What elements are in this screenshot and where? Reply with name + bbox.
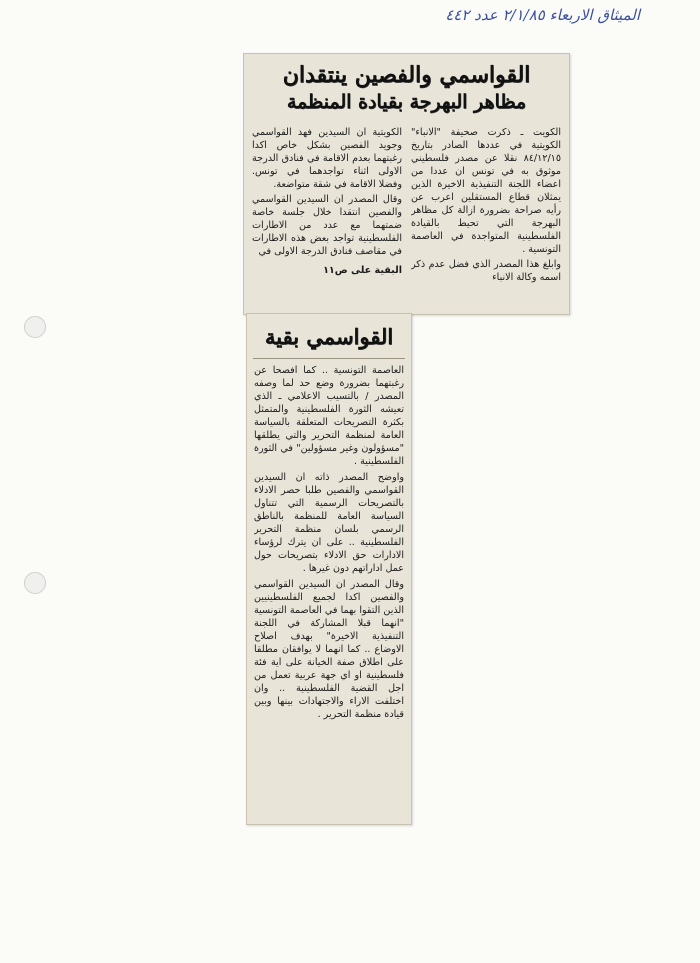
headline-main: القواسمي والفصين ينتقدان — [282, 62, 531, 88]
paragraph: واوضح المصدر ذاته ان السيدين القواسمي والفصين طلبا حصر الادلاء بالتصريحات الرسمية التي تتناول السياسة العامة للمنظمة بالناطق الرسمي بلسان منظمة التحرير الفلسطينية .. على ان يترك لرؤساء الادارات حق الادلاء بتصريحات حول عمل اداراتهم دون غيرها . — [254, 472, 404, 574]
continuation-headline: القواسمي بقية — [253, 324, 405, 359]
paragraph: الكويتية ان السيدين فهد القواسمي وجويد الفصين بشكل خاص اكدا رغبتهما بعدم الاقامة في فنادق الدرجة الاولى اثناء تواجدهما في تونس. وفضلا الاقامة في شقة متواضعة. — [252, 127, 402, 190]
newspaper-clipping-main — [243, 53, 570, 315]
paragraph: وقال المصدر ان السيدين القواسمي والفصين اكدا لجميع الفلسطينيين الذين التقوا بهما في العاصمة التونسية "انهما قبلا المشاركة في اللجنة التنفيذية الاخيرة" بهدف اصلاح الاوضاع .. كما انهما لا يوافقان مطلقا على اطلاق صفة الخيانة على اية فئة فلسطينية او اي جهة عربية تعمل من اجل القضية الفلسطينية .. وان اختلفت الاراء والاجتهادات بينها وبين قيادة منظمة التحرير . — [254, 579, 404, 720]
newspaper-clipping-continuation — [246, 313, 412, 825]
article-column-right — [411, 126, 561, 306]
punch-hole — [24, 316, 46, 338]
article-column-left — [252, 126, 402, 306]
paragraph: العاصمة التونسية .. كما افصحا عن رغبتهما بضرورة وضع حد لما وصفه المصدر / بالتسيب الاعلامي ـ الذي تعيشه الثورة الفلسطينية والمتمثل بكثرة التصريحات المتعلقة بالسياسة العامة لمنظمة التحرير والتي يطلقها "مسؤولون وغير مسؤولين" في الثورة الفلسطينية . — [254, 365, 404, 467]
punch-hole — [24, 572, 46, 594]
paragraph: وقال المصدر ان السيدين القواسمي والفصين انتقدا خلال جلسة خاصة ضمتهما مع عدد من الاطارات الفلسطينية تواجد بعض هذه الاطارات في مقاصف فنادق الدرجة الاولى في — [252, 194, 402, 257]
headline-sub: مظاهر البهرجة بقيادة المنظمة — [286, 91, 527, 113]
continuation-body — [254, 364, 404, 818]
handwritten-date-note: الميثاق الاربعاء ٢/١/٨٥ عدد ٤٤٢ — [445, 6, 640, 24]
article-columns — [252, 126, 561, 306]
paragraph: وابلغ هذا المصدر الذي فضل عدم ذكر اسمه وكالة الانباء — [411, 259, 561, 283]
continued-note: البقية على ص١١ — [323, 265, 402, 276]
paragraph: الكويت ـ ذكرت صحيفة "الانباء" الكويتية في عددها الصادر بتاريخ ٨٤/١٢/١٥ نقلا عن مصدر فلسطيني موثوق به في تونس ان عددا من اعضاء اللجنة التنفيذية الاخيرة الذين يمثلان قطاع المستقلين اعرب عن رأيه صراحة بضرورة ازالة كل مظاهر البهرجة التي تحيط بالقيادة الفلسطينية المتواجدة في العاصمة التونسية . — [411, 127, 561, 255]
